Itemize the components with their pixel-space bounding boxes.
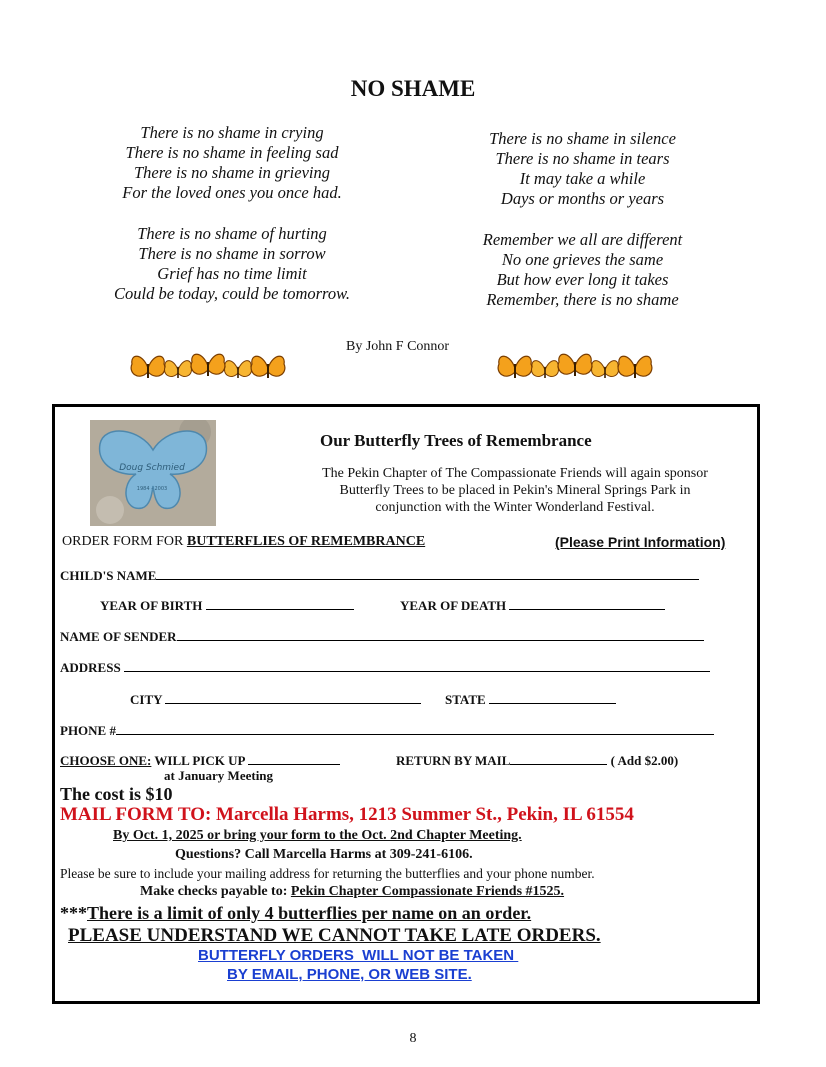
city-field[interactable] <box>130 691 421 708</box>
child-name-input-line[interactable] <box>156 567 699 580</box>
limit-message: There is a limit of only 4 butterflies per name on an order. <box>87 903 532 923</box>
no-orders-line-2: BY EMAIL, PHONE, OR WEB SITE. <box>227 966 472 983</box>
deadline-text: By Oct. 1, 2025 or bring your form to the Oct. 2nd Chapter Meeting. <box>113 828 522 843</box>
year-of-death-label: YEAR OF DEATH <box>400 598 507 613</box>
butterfly-decoration-right <box>497 346 657 388</box>
butterfly-icon <box>558 354 592 376</box>
poem-line: There is no shame in grieving <box>134 163 330 182</box>
poem-line: There is no shame in silence <box>489 129 676 148</box>
intro-line: Butterfly Trees to be placed in Pekin's Mineral Springs Park in <box>339 483 691 498</box>
poem-right-stanza-1 <box>455 129 710 209</box>
checks-prefix: Make checks payable to: <box>140 884 288 899</box>
butterfly-icon <box>591 361 618 378</box>
butterfly-decoration-left <box>130 346 290 388</box>
poem-line: But how ever long it takes <box>496 270 669 289</box>
poem-line: For the loved ones you once had. <box>122 183 342 202</box>
poem-left-stanza-2 <box>92 224 372 304</box>
late-orders-text: PLEASE UNDERSTAND WE CANNOT TAKE LATE ORDERS. <box>68 925 601 946</box>
mail-to-text: MAIL FORM TO: Marcella Harms, 1213 Summer St., Pekin, IL 61554 <box>60 804 634 825</box>
checks-payable <box>140 884 564 900</box>
choose-one-row <box>60 752 340 769</box>
return-mail-checkline[interactable] <box>510 752 607 765</box>
cost-text: The cost is $10 <box>60 784 173 804</box>
choose-one-label: CHOOSE ONE: <box>60 753 152 768</box>
poem-line: There is no shame in crying <box>140 123 324 142</box>
butterfly-plaque-icon <box>90 420 216 526</box>
return-mail-label: RETURN BY MAIL <box>396 753 511 768</box>
poem-line: Remember, there is no shame <box>486 290 679 309</box>
butterfly-icon <box>224 361 251 378</box>
year-of-birth-input-line[interactable] <box>206 597 354 610</box>
phone-field[interactable] <box>60 722 714 739</box>
child-name-field[interactable] <box>60 567 699 584</box>
poem-title: NO SHAME <box>350 76 476 101</box>
poem-line: There is no shame in sorrow <box>138 244 326 263</box>
poem-line: Remember we all are different <box>482 230 683 249</box>
intro-line: The Pekin Chapter of The Compassionate Friends will again sponsor <box>322 466 708 481</box>
form-title: Our Butterfly Trees of Remembrance <box>320 431 592 450</box>
poem-line: Could be today, could be tomorrow. <box>113 284 351 303</box>
sender-name-input-line[interactable] <box>177 628 704 641</box>
state-label: STATE <box>445 692 486 707</box>
butterfly-icon <box>131 356 165 378</box>
butterfly-icon <box>618 356 652 378</box>
poem-line: Grief has no time limit <box>157 264 307 283</box>
print-info-note: (Please Print Information) <box>555 534 726 550</box>
poem-author: By John F Connor <box>346 339 450 354</box>
poem-line: There is no shame of hurting <box>137 224 327 243</box>
add-fee-label: ( Add $2.00) <box>610 753 679 768</box>
year-of-birth-field[interactable] <box>100 597 354 614</box>
address-field[interactable] <box>60 659 710 676</box>
poem-line: There is no shame in tears <box>495 149 670 168</box>
phone-input-line[interactable] <box>116 722 714 735</box>
pick-up-label: WILL PICK UP <box>154 753 245 768</box>
child-name-label: CHILD'S NAME <box>60 568 157 583</box>
pick-up-checkline[interactable] <box>248 752 340 765</box>
address-input-line[interactable] <box>124 659 710 672</box>
memorial-butterfly-photo <box>90 420 216 526</box>
sender-name-label: NAME OF SENDER <box>60 629 177 644</box>
butterfly-icon <box>531 361 558 378</box>
limit-stars: *** <box>60 903 87 923</box>
limit-text <box>60 903 531 924</box>
intro-line: conjunction with the Winter Wonderland Festival. <box>375 500 655 515</box>
pick-up-note: at January Meeting <box>164 768 274 783</box>
questions-text: Questions? Call Marcella Harms at 309-241-6106. <box>175 847 473 862</box>
photo-dates-text: 1984 - 2003 <box>136 486 168 492</box>
order-label: BUTTERFLIES OF REMEMBRANCE <box>186 534 426 549</box>
phone-label: PHONE # <box>60 723 116 738</box>
state-field[interactable] <box>445 691 616 708</box>
city-input-line[interactable] <box>165 691 421 704</box>
form-intro <box>275 465 755 516</box>
sender-name-field[interactable] <box>60 628 704 645</box>
butterfly-icon <box>164 361 191 378</box>
year-of-birth-label: YEAR OF BIRTH <box>100 598 203 613</box>
city-label: CITY <box>130 692 163 707</box>
order-form-heading <box>62 534 425 550</box>
return-mail-row <box>396 752 678 769</box>
year-of-death-input-line[interactable] <box>509 597 665 610</box>
poem-right-stanza-2 <box>455 230 710 310</box>
address-label: ADDRESS <box>60 660 121 675</box>
no-orders-line-1: BUTTERFLY ORDERS WILL NOT BE TAKEN <box>198 947 519 964</box>
mailing-note: Please be sure to include your mailing address for returning the butterflies and your phone number. <box>60 866 595 881</box>
butterfly-icon <box>191 354 225 376</box>
poem-line: It may take a while <box>519 169 646 188</box>
butterfly-icon <box>498 356 532 378</box>
photo-name-text: Doug Schmied <box>119 463 185 473</box>
checks-payee: Pekin Chapter Compassionate Friends #1525. <box>290 884 565 899</box>
poem-line: No one grieves the same <box>501 250 664 269</box>
page-number: 8 <box>409 1031 417 1046</box>
poem-line: Days or months or years <box>500 189 665 208</box>
order-prefix: ORDER FORM FOR <box>62 534 187 549</box>
state-input-line[interactable] <box>489 691 616 704</box>
butterfly-icon <box>251 356 285 378</box>
poem-left-stanza-1 <box>92 123 372 203</box>
poem-line: There is no shame in feeling sad <box>125 143 339 162</box>
year-of-death-field[interactable] <box>400 597 665 614</box>
